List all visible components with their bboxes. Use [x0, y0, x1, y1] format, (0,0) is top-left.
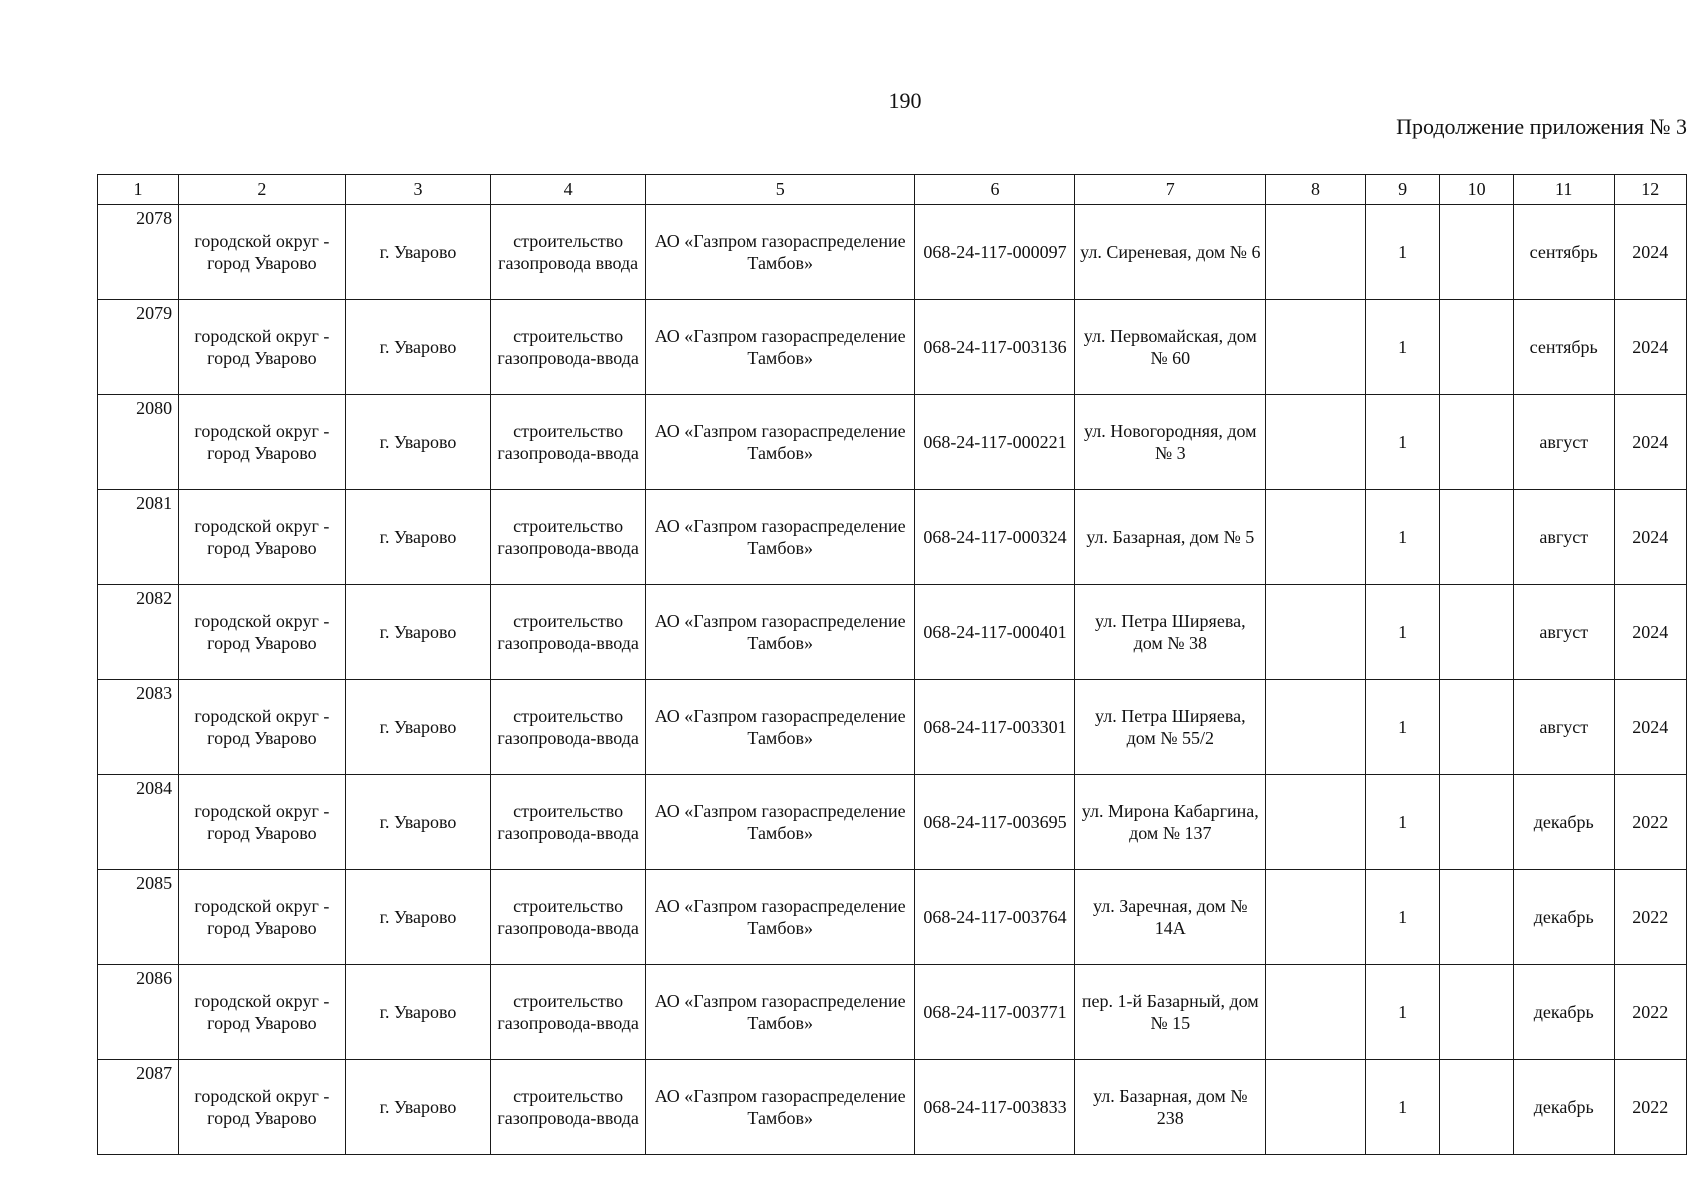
row-number-cell: 2087	[98, 1060, 179, 1155]
month-cell: август	[1513, 490, 1614, 585]
table-header	[98, 175, 1687, 205]
quantity-cell: 1	[1365, 680, 1440, 775]
work-type-cell: строительство газопровода-ввода	[491, 585, 646, 680]
column-header: 8	[1266, 175, 1366, 205]
row-number-cell: 2082	[98, 585, 179, 680]
column-header: 10	[1440, 175, 1513, 205]
column-8-cell	[1266, 1060, 1366, 1155]
month-cell: декабрь	[1513, 1060, 1614, 1155]
object-code-cell: 068-24-117-000324	[915, 490, 1075, 585]
column-8-cell	[1266, 870, 1366, 965]
quantity-cell: 1	[1365, 205, 1440, 300]
row-number-cell: 2083	[98, 680, 179, 775]
organization-cell: АО «Газпром газораспределение Тамбов»	[645, 300, 915, 395]
municipality-cell: городской округ - город Уварово	[179, 870, 346, 965]
object-code-cell: 068-24-117-000097	[915, 205, 1075, 300]
month-cell: август	[1513, 395, 1614, 490]
work-type-cell: строительство газопровода-ввода	[491, 965, 646, 1060]
table-row	[98, 1060, 1687, 1155]
municipality-cell: городской округ - город Уварово	[179, 965, 346, 1060]
year-cell: 2022	[1614, 775, 1686, 870]
work-type-cell: строительство газопровода-ввода	[491, 775, 646, 870]
column-10-cell	[1440, 775, 1513, 870]
table-row	[98, 300, 1687, 395]
column-10-cell	[1440, 965, 1513, 1060]
table-row	[98, 965, 1687, 1060]
object-code-cell: 068-24-117-003695	[915, 775, 1075, 870]
quantity-cell: 1	[1365, 300, 1440, 395]
year-cell: 2024	[1614, 680, 1686, 775]
column-header: 9	[1365, 175, 1440, 205]
row-number-cell: 2079	[98, 300, 179, 395]
quantity-cell: 1	[1365, 490, 1440, 585]
row-number-cell: 2085	[98, 870, 179, 965]
row-number-cell: 2086	[98, 965, 179, 1060]
quantity-cell: 1	[1365, 870, 1440, 965]
year-cell: 2024	[1614, 490, 1686, 585]
header-row	[98, 175, 1687, 205]
table-row	[98, 205, 1687, 300]
column-header: 4	[491, 175, 646, 205]
object-code-cell: 068-24-117-003301	[915, 680, 1075, 775]
table-container	[97, 174, 1687, 1155]
month-cell: сентябрь	[1513, 300, 1614, 395]
municipality-cell: городской округ - город Уварово	[179, 300, 346, 395]
work-type-cell: строительство газопровода-ввода	[491, 680, 646, 775]
year-cell: 2022	[1614, 870, 1686, 965]
object-code-cell: 068-24-117-000221	[915, 395, 1075, 490]
organization-cell: АО «Газпром газораспределение Тамбов»	[645, 1060, 915, 1155]
column-10-cell	[1440, 1060, 1513, 1155]
month-cell: декабрь	[1513, 965, 1614, 1060]
quantity-cell: 1	[1365, 585, 1440, 680]
data-table	[97, 174, 1687, 1155]
object-code-cell: 068-24-117-003833	[915, 1060, 1075, 1155]
settlement-cell: г. Уварово	[345, 585, 491, 680]
organization-cell: АО «Газпром газораспределение Тамбов»	[645, 490, 915, 585]
column-8-cell	[1266, 775, 1366, 870]
column-header: 7	[1075, 175, 1266, 205]
column-8-cell	[1266, 965, 1366, 1060]
row-number-cell: 2084	[98, 775, 179, 870]
page-number: 190	[888, 88, 922, 113]
municipality-cell: городской округ - город Уварово	[179, 395, 346, 490]
address-cell: пер. 1-й Базарный, дом № 15	[1075, 965, 1266, 1060]
address-cell: ул. Базарная, дом № 5	[1075, 490, 1266, 585]
settlement-cell: г. Уварово	[345, 205, 491, 300]
organization-cell: АО «Газпром газораспределение Тамбов»	[645, 585, 915, 680]
year-cell: 2024	[1614, 205, 1686, 300]
month-cell: декабрь	[1513, 870, 1614, 965]
column-8-cell	[1266, 300, 1366, 395]
organization-cell: АО «Газпром газораспределение Тамбов»	[645, 870, 915, 965]
year-cell: 2024	[1614, 395, 1686, 490]
column-8-cell	[1266, 585, 1366, 680]
organization-cell: АО «Газпром газораспределение Тамбов»	[645, 775, 915, 870]
column-header: 5	[645, 175, 915, 205]
work-type-cell: строительство газопровода-ввода	[491, 300, 646, 395]
object-code-cell: 068-24-117-000401	[915, 585, 1075, 680]
month-cell: сентябрь	[1513, 205, 1614, 300]
municipality-cell: городской округ - город Уварово	[179, 205, 346, 300]
row-number-cell: 2081	[98, 490, 179, 585]
table-row	[98, 870, 1687, 965]
object-code-cell: 068-24-117-003136	[915, 300, 1075, 395]
work-type-cell: строительство газопровода-ввода	[491, 870, 646, 965]
column-10-cell	[1440, 585, 1513, 680]
table-row	[98, 395, 1687, 490]
appendix-note: Продолжение приложения № 3	[1396, 114, 1687, 139]
municipality-cell: городской округ - город Уварово	[179, 585, 346, 680]
table-row	[98, 490, 1687, 585]
column-header: 6	[915, 175, 1075, 205]
column-8-cell	[1266, 490, 1366, 585]
address-cell: ул. Петра Ширяева, дом № 38	[1075, 585, 1266, 680]
municipality-cell: городской округ - город Уварово	[179, 490, 346, 585]
column-8-cell	[1266, 680, 1366, 775]
column-10-cell	[1440, 205, 1513, 300]
municipality-cell: городской округ - город Уварово	[179, 680, 346, 775]
settlement-cell: г. Уварово	[345, 395, 491, 490]
settlement-cell: г. Уварово	[345, 490, 491, 585]
column-header: 3	[345, 175, 491, 205]
address-cell: ул. Базарная, дом № 238	[1075, 1060, 1266, 1155]
column-10-cell	[1440, 680, 1513, 775]
column-10-cell	[1440, 300, 1513, 395]
column-header: 11	[1513, 175, 1614, 205]
table-row	[98, 585, 1687, 680]
organization-cell: АО «Газпром газораспределение Тамбов»	[645, 395, 915, 490]
year-cell: 2024	[1614, 300, 1686, 395]
quantity-cell: 1	[1365, 775, 1440, 870]
quantity-cell: 1	[1365, 1060, 1440, 1155]
row-number-cell: 2080	[98, 395, 179, 490]
address-cell: ул. Сиреневая, дом № 6	[1075, 205, 1266, 300]
column-10-cell	[1440, 395, 1513, 490]
month-cell: август	[1513, 680, 1614, 775]
column-header: 2	[179, 175, 346, 205]
address-cell: ул. Заречная, дом № 14А	[1075, 870, 1266, 965]
column-8-cell	[1266, 205, 1366, 300]
address-cell: ул. Мирона Кабаргина, дом № 137	[1075, 775, 1266, 870]
table-body	[98, 205, 1687, 1155]
organization-cell: АО «Газпром газораспределение Тамбов»	[645, 680, 915, 775]
settlement-cell: г. Уварово	[345, 870, 491, 965]
settlement-cell: г. Уварово	[345, 300, 491, 395]
table-row	[98, 680, 1687, 775]
year-cell: 2022	[1614, 1060, 1686, 1155]
settlement-cell: г. Уварово	[345, 965, 491, 1060]
address-cell: ул. Новогородняя, дом № 3	[1075, 395, 1266, 490]
column-10-cell	[1440, 490, 1513, 585]
year-cell: 2024	[1614, 585, 1686, 680]
table-row	[98, 775, 1687, 870]
month-cell: декабрь	[1513, 775, 1614, 870]
quantity-cell: 1	[1365, 965, 1440, 1060]
work-type-cell: строительство газопровода-ввода	[491, 395, 646, 490]
work-type-cell: строительство газопровода ввода	[491, 205, 646, 300]
address-cell: ул. Первомайская, дом № 60	[1075, 300, 1266, 395]
address-cell: ул. Петра Ширяева, дом № 55/2	[1075, 680, 1266, 775]
municipality-cell: городской округ - город Уварово	[179, 775, 346, 870]
municipality-cell: городской округ - город Уварово	[179, 1060, 346, 1155]
month-cell: август	[1513, 585, 1614, 680]
object-code-cell: 068-24-117-003771	[915, 965, 1075, 1060]
settlement-cell: г. Уварово	[345, 680, 491, 775]
column-8-cell	[1266, 395, 1366, 490]
object-code-cell: 068-24-117-003764	[915, 870, 1075, 965]
quantity-cell: 1	[1365, 395, 1440, 490]
settlement-cell: г. Уварово	[345, 775, 491, 870]
year-cell: 2022	[1614, 965, 1686, 1060]
column-header: 1	[98, 175, 179, 205]
column-header: 12	[1614, 175, 1686, 205]
settlement-cell: г. Уварово	[345, 1060, 491, 1155]
row-number-cell: 2078	[98, 205, 179, 300]
organization-cell: АО «Газпром газораспределение Тамбов»	[645, 965, 915, 1060]
work-type-cell: строительство газопровода-ввода	[491, 490, 646, 585]
work-type-cell: строительство газопровода-ввода	[491, 1060, 646, 1155]
column-10-cell	[1440, 870, 1513, 965]
organization-cell: АО «Газпром газораспределение Тамбов»	[645, 205, 915, 300]
